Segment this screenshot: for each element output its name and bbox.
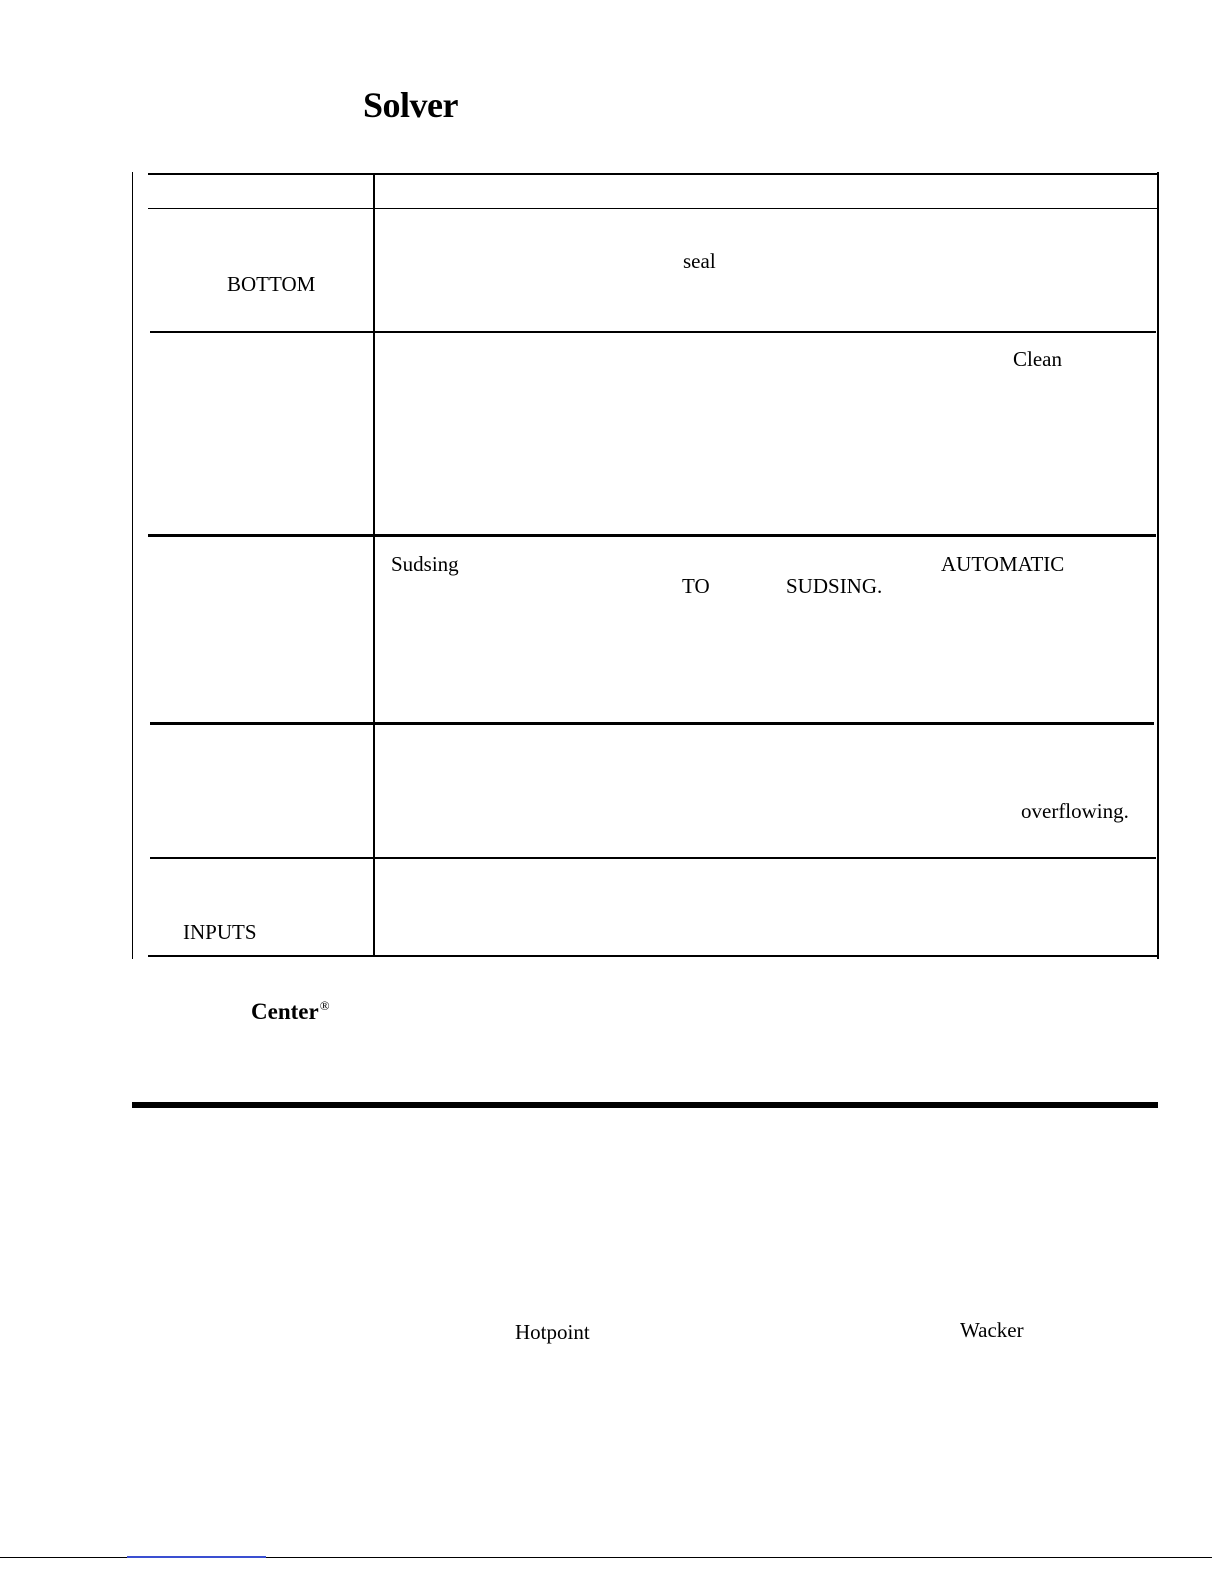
- table-rule: [148, 955, 1157, 957]
- table-rule: [150, 857, 1156, 859]
- table-cell-text: AUTOMATIC: [941, 552, 1065, 576]
- table-cell-text: SUDSING.: [786, 574, 883, 598]
- table-rule: [148, 208, 1157, 209]
- table-row-label: INPUTS: [183, 920, 257, 944]
- page-title: Solver: [363, 85, 458, 125]
- table-rule: [150, 722, 1154, 725]
- table-column-divider: [373, 174, 375, 957]
- table-cell-text: seal: [683, 249, 716, 273]
- table-rule: [148, 534, 1156, 537]
- section-divider: [132, 1102, 1158, 1108]
- table-cell-text: Clean: [1013, 347, 1062, 371]
- table-cell-text: Sudsing: [391, 552, 459, 576]
- table-right-border: [1157, 172, 1159, 959]
- lower-text: Hotpoint: [515, 1320, 590, 1344]
- table-cell-text: TO: [682, 574, 710, 598]
- brand-name: Center: [251, 999, 319, 1024]
- table-rule: [148, 173, 1157, 175]
- lower-text: Wacker: [960, 1318, 1024, 1342]
- table-left-border: [132, 172, 133, 959]
- table-cell-text: overflowing.: [1021, 799, 1129, 823]
- footer-link-underline[interactable]: [127, 1556, 266, 1558]
- table-rule: [150, 331, 1156, 333]
- registered-mark: ®: [319, 998, 330, 1013]
- brand-center-heading: [251, 998, 330, 1025]
- table-row-label: BOTTOM: [227, 272, 316, 296]
